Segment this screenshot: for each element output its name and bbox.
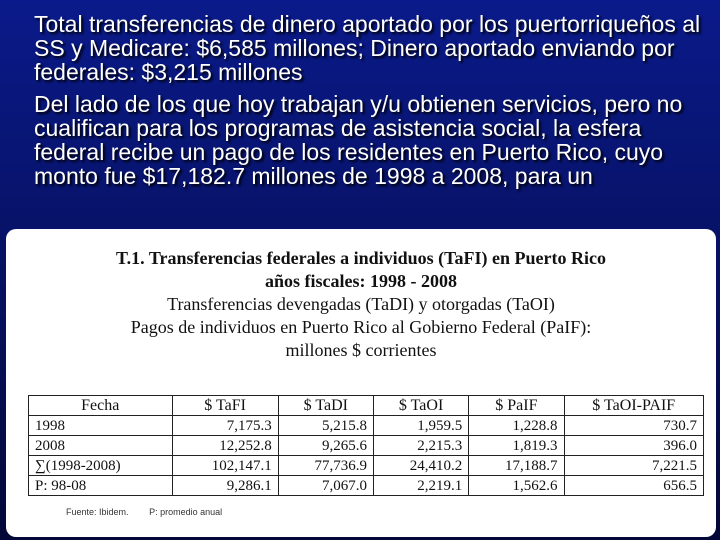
table-subtitle-line3: millones $ corrientes	[285, 340, 437, 360]
table-cell: 1,819.3	[469, 436, 564, 456]
table-subtitle	[6, 293, 716, 362]
transfers-table	[28, 395, 704, 496]
table-cell: 396.0	[564, 436, 704, 456]
table-row	[29, 416, 704, 436]
table-cell: 2008	[29, 436, 173, 456]
column-header-tafi: $ TaFI	[172, 396, 278, 416]
table-cell: P: 98-08	[29, 476, 173, 496]
column-header-fecha: Fecha	[29, 396, 173, 416]
table-image-card	[6, 229, 716, 537]
table-row	[29, 476, 704, 496]
table-title-line2: años fiscales: 1998 - 2008	[265, 271, 457, 291]
table-subtitle-line1: Transferencias devengadas (TaDI) y otorgadas (TaOI)	[167, 294, 555, 314]
table-cell: 7,067.0	[278, 476, 373, 496]
paragraph-federal-payments: Del lado de los que hoy trabajan y/u obtienen servicios, pero no cualifican para los programas de asistencia social, la esfera federal recibe un pago de los residentes en Puerto Rico, cuyo monto fue $17,182.7 millones de 1998 a 2008, para un	[34, 91, 683, 189]
table-cell: 1998	[29, 416, 173, 436]
table-cell: 1,959.5	[373, 416, 468, 436]
table-row	[29, 436, 704, 456]
table-row	[29, 456, 704, 476]
table-cell: 7,221.5	[564, 456, 704, 476]
table-cell: 2,215.3	[373, 436, 468, 456]
column-header-paif: $ PaIF	[469, 396, 564, 416]
table-cell: 5,215.8	[278, 416, 373, 436]
table-header-row	[29, 396, 704, 416]
table-cell: 9,265.6	[278, 436, 373, 456]
table-footnote	[66, 507, 240, 517]
table-cell: 656.5	[564, 476, 704, 496]
table-cell: 7,175.3	[172, 416, 278, 436]
table-cell: 9,286.1	[172, 476, 278, 496]
table-cell: ∑(1998-2008)	[29, 456, 173, 476]
paragraph-transfers-summary: Total transferencias de dinero aportado por los puertorriqueños al SS y Medicare: $6,585 millones; Dinero aportado enviando por federales: $3,215 millones	[34, 11, 701, 85]
slide-text	[34, 12, 704, 196]
column-header-taoi-paif: $ TaOI-PAIF	[564, 396, 704, 416]
table-cell: 730.7	[564, 416, 704, 436]
table-cell: 24,410.2	[373, 456, 468, 476]
table-subtitle-line2: Pagos de individuos en Puerto Rico al Gobierno Federal (PaIF):	[130, 317, 592, 337]
table-title	[6, 247, 716, 293]
table-cell: 12,252.8	[172, 436, 278, 456]
table-title-line1: T.1. Transferencias federales a individuos (TaFI) en Puerto Rico	[116, 248, 606, 268]
average-note: P: promedio anual	[149, 507, 223, 517]
table-cell: 1,228.8	[469, 416, 564, 436]
column-header-taoi: $ TaOI	[373, 396, 468, 416]
source-note: Fuente: Ibidem.	[66, 507, 129, 517]
table-cell: 77,736.9	[278, 456, 373, 476]
table-cell: 1,562.6	[469, 476, 564, 496]
table-cell: 17,188.7	[469, 456, 564, 476]
column-header-tadi: $ TaDI	[278, 396, 373, 416]
table-cell: 102,147.1	[172, 456, 278, 476]
table-cell: 2,219.1	[373, 476, 468, 496]
